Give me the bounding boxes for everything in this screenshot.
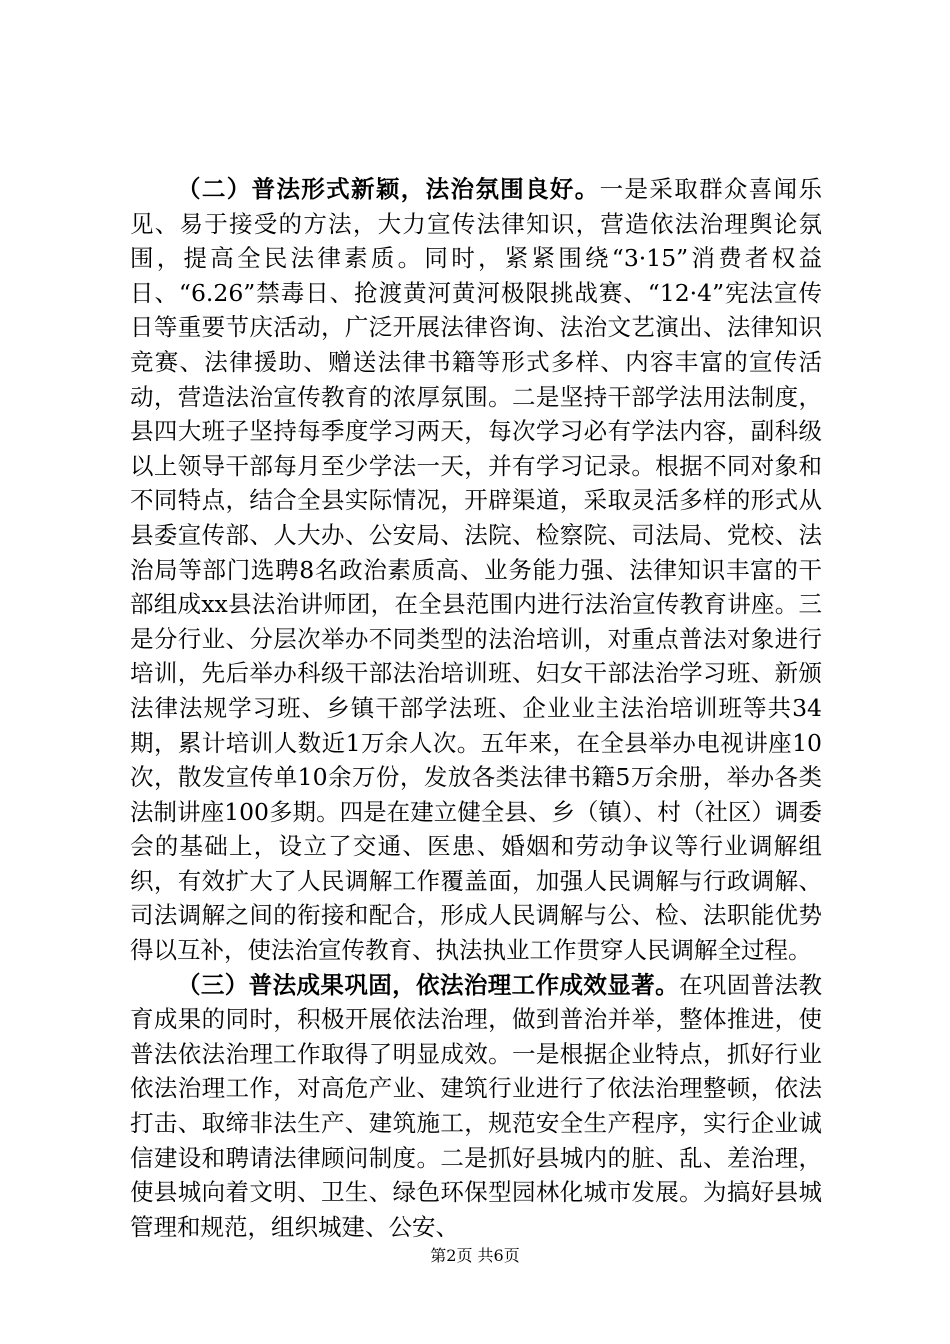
- paragraph-heading: （三）普法成果巩固，依法治理工作成效显著。: [177, 970, 679, 999]
- paragraph-text: 在巩固普法教育成果的同时，积极开展依法治理，做到普治并举，整体推进，使普法依法治理工作取得了明显成效。一是根据企业特点，抓好行业依法治理工作，对高危产业、建筑行业进行了依法治理整顿，依法打击、取缔非法生产、建筑施工，规范安全生产程序，实行企业诚信建设和聘请法律顾问制度。二是抓好县城内的脏、乱、差治理，使县城向着文明、卫生、绿色环保型园林化城市发展。为搞好县城管理和规范，组织城建、公安、: [130, 970, 823, 1241]
- paragraph-publicity-forms: [130, 172, 822, 968]
- paragraph-governance-results: [130, 968, 822, 1245]
- paragraph-text: 一是采取群众喜闻乐见、易于接受的方法，大力宣传法律知识，营造依法治理舆论氛围，提高全民法律素质。同时，紧紧围绕“3·15”消费者权益日、“6.26”禁毒日、抢渡黄河黄河极限挑战赛、“12·4”宪法宣传日等重要节庆活动，广泛开展法律咨询、法治文艺演出、法律知识竞赛、法律援助、赠送法律书籍等形式多样、内容丰富的宣传活动，营造法治宣传教育的浓厚氛围。二是坚持干部学法用法制度，县四大班子坚持每季度学习两天，每次学习必有学法内容，副科级以上领导干部每月至少学法一天，并有学习记录。根据不同对象和不同特点，结合全县实际情况，开辟渠道，采取灵活多样的形式从县委宣传部、人大办、公安局、法院、检察院、司法局、党校、法治局等部门选聘8名政治素质高、业务能力强、法律知识丰富的干部组成xx县法治讲师团，在全县范围内进行法治宣传教育讲座。三是分行业、分层次举办不同类型的法治培训，对重点普法对象进行培训，先后举办科级干部法治培训班、妇女干部法治学习班、新颁法律法规学习班、乡镇干部学法班、企业业主法治培训班等共34期，累计培训人数近1万余人次。五年来，在全县举办电视讲座10次，散发宣传单10余万份，发放各类法律书籍5万余册，举办各类法制讲座100多期。四是在建立健全县、乡（镇）、村（社区）调委会的基础上，设立了交通、医患、婚姻和劳动争议等行业调解组织，有效扩大了人民调解工作覆盖面，加强人民调解与行政调解、司法调解之间的衔接和配合，形成人民调解与公、检、法职能优势得以互补，使法治宣传教育、执法执业工作贯穿人民调解全过程。: [130, 175, 823, 965]
- page-number-footer: 第2页 共6页: [430, 1246, 520, 1265]
- paragraph-heading: （二）普法形式新颖，法治氛围良好。: [177, 175, 600, 203]
- document-body: [130, 172, 822, 1244]
